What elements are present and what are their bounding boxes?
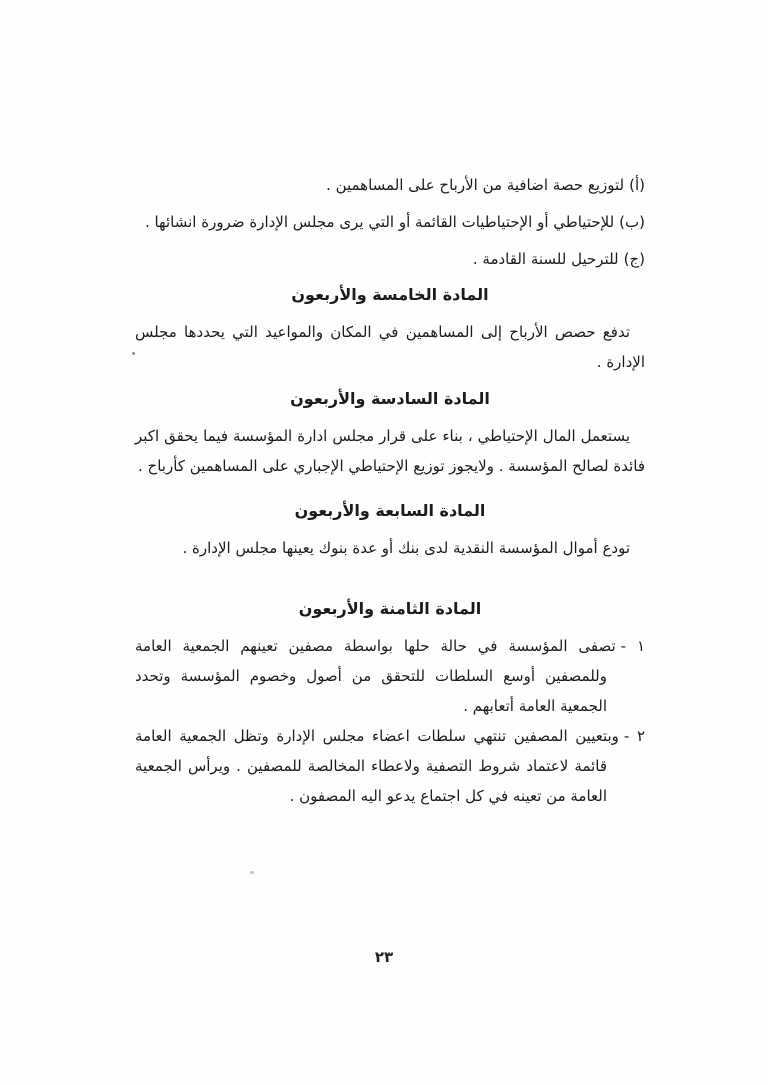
document-content (135, 170, 645, 811)
list-marker: (أ) (629, 176, 645, 194)
list-marker: (ج) (623, 250, 645, 268)
list-item-b (135, 207, 645, 237)
item-number: ٢ - (623, 727, 645, 745)
item-text: وبتعيين المصفين تنتهي سلطات اعضاء مجلس الإدارة وتظل الجمعية العامة قائمة لاعتماد شروط التصفية ولاعطاء المخالصة للمصفين . ويرأس الجمعية العامة من تعينه في كل اجتماع يدعو اليه المصفون . (135, 727, 619, 805)
article-48-title: المادة الثامنة والأربعون (298, 599, 482, 618)
article-45 (135, 281, 645, 377)
list-item-j (135, 244, 645, 274)
list-item-text: للإحتياطي أو الإحتياطيات القائمة أو التي يرى مجلس الإدارة ضرورة انشائها . (144, 213, 615, 231)
scan-speck (250, 871, 254, 874)
page-number: ٢٣ (374, 948, 394, 966)
article-47-title: المادة السابعة والأربعون (294, 501, 486, 520)
list-marker: (ب) (619, 213, 645, 231)
article-45-title: المادة الخامسة والأربعون (291, 285, 489, 304)
scan-speck (132, 352, 135, 355)
article-46 (135, 385, 645, 481)
article-48 (135, 595, 645, 811)
list-item-text: للترحيل للسنة القادمة . (472, 250, 619, 268)
item-text: تصفى المؤسسة في حالة حلها بواسطة مصفين تعينهم الجمعية العامة وللمصفين أوسع السلطات للتحقق من أصول وخصوم المؤسسة وتحدد الجمعية العامة أتعابهم . (135, 637, 616, 715)
article-48-item-2 (135, 721, 645, 811)
article-48-item-1 (135, 631, 645, 721)
profit-allocation-list (135, 170, 645, 274)
article-46-title: المادة السادسة والأربعون (290, 389, 490, 408)
article-47-body: تودع أموال المؤسسة النقدية لدى بنك أو عدة بنوك يعينها مجلس الإدارة . (182, 539, 630, 557)
item-number: ١ - (620, 637, 645, 655)
article-46-body: يستعمل المال الإحتياطي ، بناء على قرار مجلس ادارة المؤسسة فيما يحقق اكبر فائدة لصالح المؤسسة . ولايجوز توزيع الإحتياطي الإجباري على المساهمين كأرباح . (135, 427, 645, 475)
list-item-text: لتوزيع حصة اضافية من الأرباح على المساهمين . (326, 176, 625, 194)
list-item-a (135, 170, 645, 200)
article-47 (135, 497, 645, 563)
article-45-body: تدفع حصص الأرباح إلى المساهمين في المكان والمواعيد التي يحددها مجلس الإدارة . (135, 323, 645, 371)
